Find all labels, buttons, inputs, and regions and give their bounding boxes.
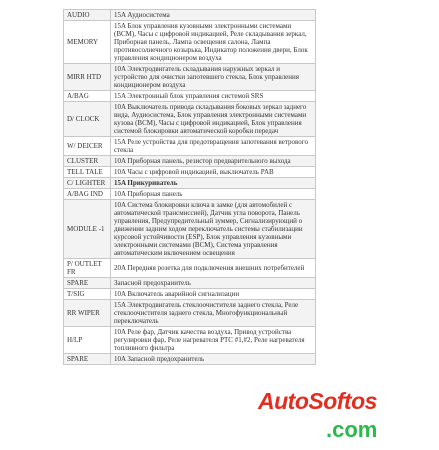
fuse-name-cell: MODULE -1	[64, 200, 111, 259]
fuse-description-cell: Запасной предохранитель	[111, 278, 316, 289]
fuse-description-cell: 15A Аудиосистема	[111, 10, 316, 21]
table-row	[64, 327, 316, 354]
fuse-name-cell: W/ DEICER	[64, 137, 111, 156]
fuse-description-cell: 10A Реле фар, Датчик качества воздуха, Привод устройства регулировки фар, Реле нагревателя PTC #1,#2, Реле нагревателя топливного фильтра	[111, 327, 316, 354]
fuse-name-cell: P/ OUTLET FR	[64, 259, 111, 278]
table-row	[64, 354, 316, 365]
table-row	[64, 21, 316, 64]
fuse-name-cell: H/LP	[64, 327, 111, 354]
fuse-name-cell: RR WIPER	[64, 300, 111, 327]
fuse-name-cell: A/BAG IND	[64, 189, 111, 200]
fuse-name-cell: T/SIG	[64, 289, 111, 300]
table-row	[64, 10, 316, 21]
fuse-name-cell: TELL TALE	[64, 167, 111, 178]
table-row	[64, 178, 316, 189]
fuse-name-cell: D/ CLOCK	[64, 102, 111, 137]
fuse-name-cell: AUDIO	[64, 10, 111, 21]
table-row	[64, 259, 316, 278]
fuse-name-cell: MEMORY	[64, 21, 111, 64]
table-row	[64, 300, 316, 327]
fuse-description-cell: 10A Запасной предохранитель	[111, 354, 316, 365]
fuse-name-cell: MIRR HTD	[64, 64, 111, 91]
watermark-logo-domain: .com	[326, 417, 378, 442]
fuse-table-body	[64, 10, 316, 365]
fuse-table	[63, 9, 316, 365]
table-row	[64, 102, 316, 137]
fuse-name-cell: A/BAG	[64, 91, 111, 102]
fuse-description-cell: 10A Часы с цифровой индикацией, выключатель PAB	[111, 167, 316, 178]
fuse-description-cell: 20A Передняя розетка для подключения внешних потребителей	[111, 259, 316, 278]
fuse-description-cell: 10A Электродвигатель складывания наружных зеркал и устройство для очистки запотевшего стекла, Блок управления кондиционером воздуха	[111, 64, 316, 91]
fuse-description-cell: 10A Приборная панель	[111, 189, 316, 200]
fuse-description-cell: 15A Блок управления кузовными электронными системами (BCM), Часы с цифровой индикацией, Реле складывания зеркал, Приборная панель, Лампа освещения салона, Лампа противосолнечного козырька, Индикатор положения двери, Блок управления кондиционером воздуха	[111, 21, 316, 64]
fuse-name-cell: C/ LIGHTER	[64, 178, 111, 189]
table-row	[64, 64, 316, 91]
fuse-description-cell: 15A Электронный блок управления системой SRS	[111, 91, 316, 102]
table-row	[64, 200, 316, 259]
fuse-description-cell: 10A Приборная панель, резистор предварительного выхода	[111, 156, 316, 167]
fuse-description-cell: 15A Электродвигатель стеклоочистителя заднего стекла, Реле стеклоочистителя заднего стекла, Многофункциональный переключатель	[111, 300, 316, 327]
table-row	[64, 189, 316, 200]
fuse-name-cell: CLUSTER	[64, 156, 111, 167]
fuse-description-cell: 10A Включатель аварийной сигнализации	[111, 289, 316, 300]
fuse-name-cell: SPARE	[64, 278, 111, 289]
fuse-name-cell: SPARE	[64, 354, 111, 365]
table-row	[64, 278, 316, 289]
table-row	[64, 137, 316, 156]
table-row	[64, 156, 316, 167]
table-row	[64, 289, 316, 300]
fuse-description-cell: 15A Прикуриватель	[111, 178, 316, 189]
fuse-description-cell: 15A Реле устройства для предотвращения запотевания ветрового стекла	[111, 137, 316, 156]
table-row	[64, 91, 316, 102]
fuse-description-cell: 10A Выключатель привода складывания боковых зеркал заднего вида, Аудиосистема, Блок управления электронными системами кузова (BCM), Часы с цифровой индикацией, Блок управления системой блокировки автоматической коробки передач	[111, 102, 316, 137]
fuse-description-cell: 10A Система блокировки ключа в замке (для автомобилей с автоматической трансмиссией), Датчик угла поворота, Панель управления, Предупредительный зуммер, Сигнализирующий о движении задним ходом переключатель системы стабилизации курсовой устойчивости (ESP), Блок управления кузовными электронными системами (BCM), Система управления автоматическим включением освещения	[111, 200, 316, 259]
watermark-logo: AutoSoftos	[258, 388, 377, 414]
table-row	[64, 167, 316, 178]
